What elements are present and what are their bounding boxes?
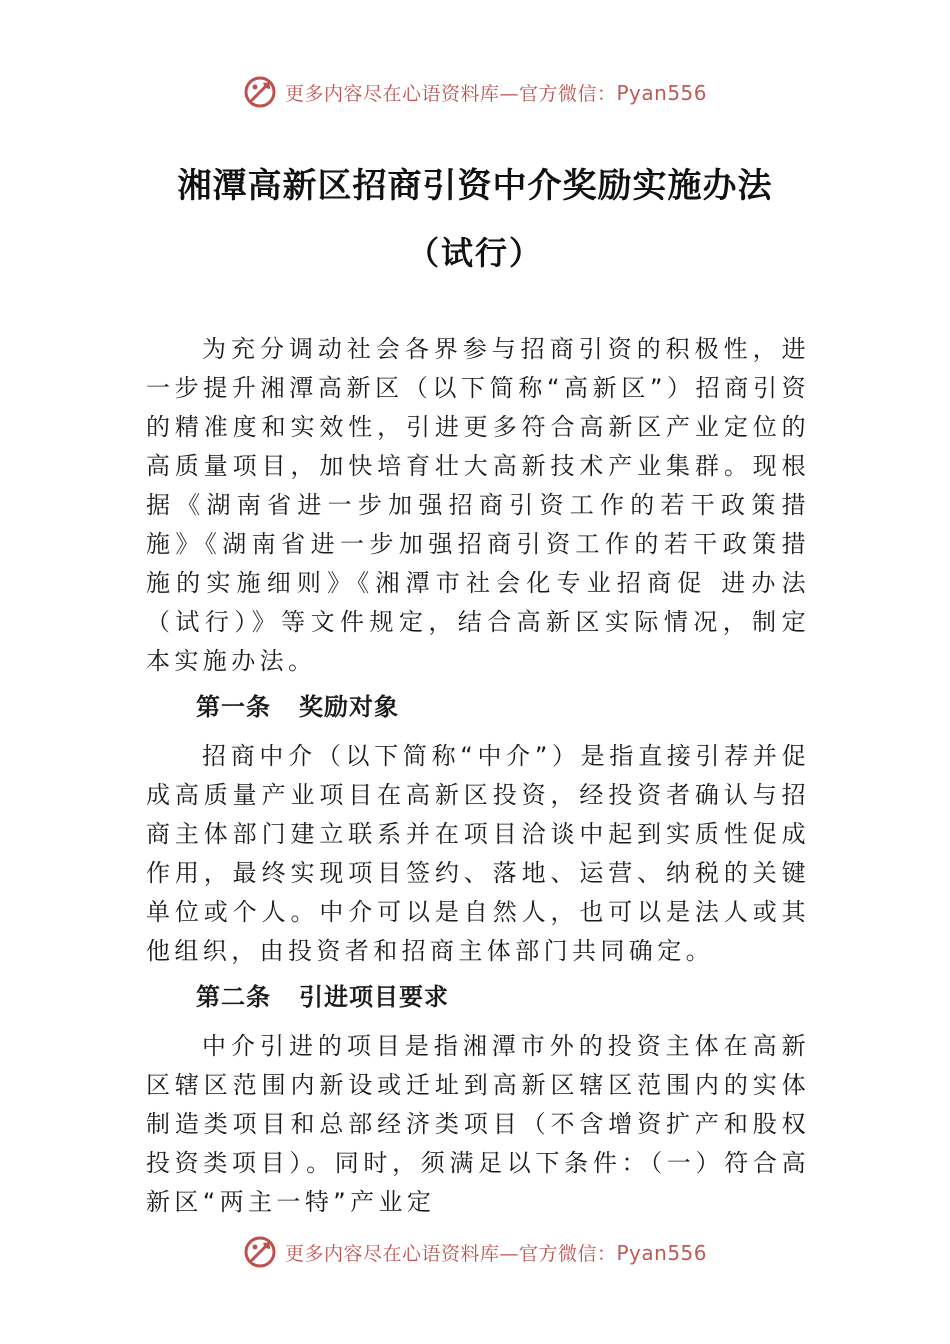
document-title: 湘潭高新区招商引资中介奖励实施办法: [177, 166, 773, 206]
article-1-body: 招商中介（以下简称“中介”）是指直接引荐并促成高质量产业项目在高新区投资，经投资者确认与招商主体部门建立联系并在项目洽谈中起到实质性促成作用，最终实现项目签约、落地、运营、纳税的关键单位或个人。中介可以是自然人，也可以是法人或其他组织，由投资者和招商主体部门共同确定。: [146, 742, 810, 965]
watermark-text: 更多内容尽在心语资料库—官方微信：Pyan556: [284, 80, 708, 105]
red-quill-seal-icon: [243, 1235, 277, 1269]
watermark-text: 更多内容尽在心语资料库—官方微信：Pyan556: [284, 1240, 708, 1265]
article-2-heading: [146, 981, 810, 1013]
article-heading: 奖励对象: [299, 693, 399, 721]
wechat-id: Pyan556: [616, 1240, 708, 1265]
article-number: 第一条: [196, 693, 271, 721]
article-number: 第二条: [196, 983, 271, 1011]
article-1-heading: [146, 691, 810, 723]
watermark-banner-top: [0, 72, 950, 112]
document-subtitle: （试行）: [406, 234, 543, 272]
article-2-body: 中介引进的项目是指湘潭市外的投资主体在高新区辖区范围内新设或迁址到高新区辖区范围内的实体制造类项目和总部经济类项目（不含增资扩产和股权投资类项目）。同时，须满足以下条件：（一）符合高新区“两主一特”产业定: [146, 1032, 810, 1216]
document-body: [146, 330, 810, 1232]
intro-paragraph: 为充分调动社会各界参与招商引资的积极性，进一步提升湘潭高新区（以下简称“高新区”）招商引资的精准度和实效性，引进更多符合高新区产业定位的高质量项目，加快培育壮大高新技术产业集群。现根据《湖南省进一步加强招商引资工作的若干政策措施》《湖南省进一步加强招商引资工作的若干政策措施的实施细则》《湘潭市社会化专业招商促 进办法（试行）》等文件规定，结合高新区实际情况，制定本实施办法。: [146, 335, 810, 675]
article-heading: 引进项目要求: [299, 983, 449, 1011]
watermark-banner-bottom: [0, 1232, 950, 1272]
red-quill-seal-icon: [243, 75, 277, 109]
wechat-id: Pyan556: [616, 80, 708, 105]
